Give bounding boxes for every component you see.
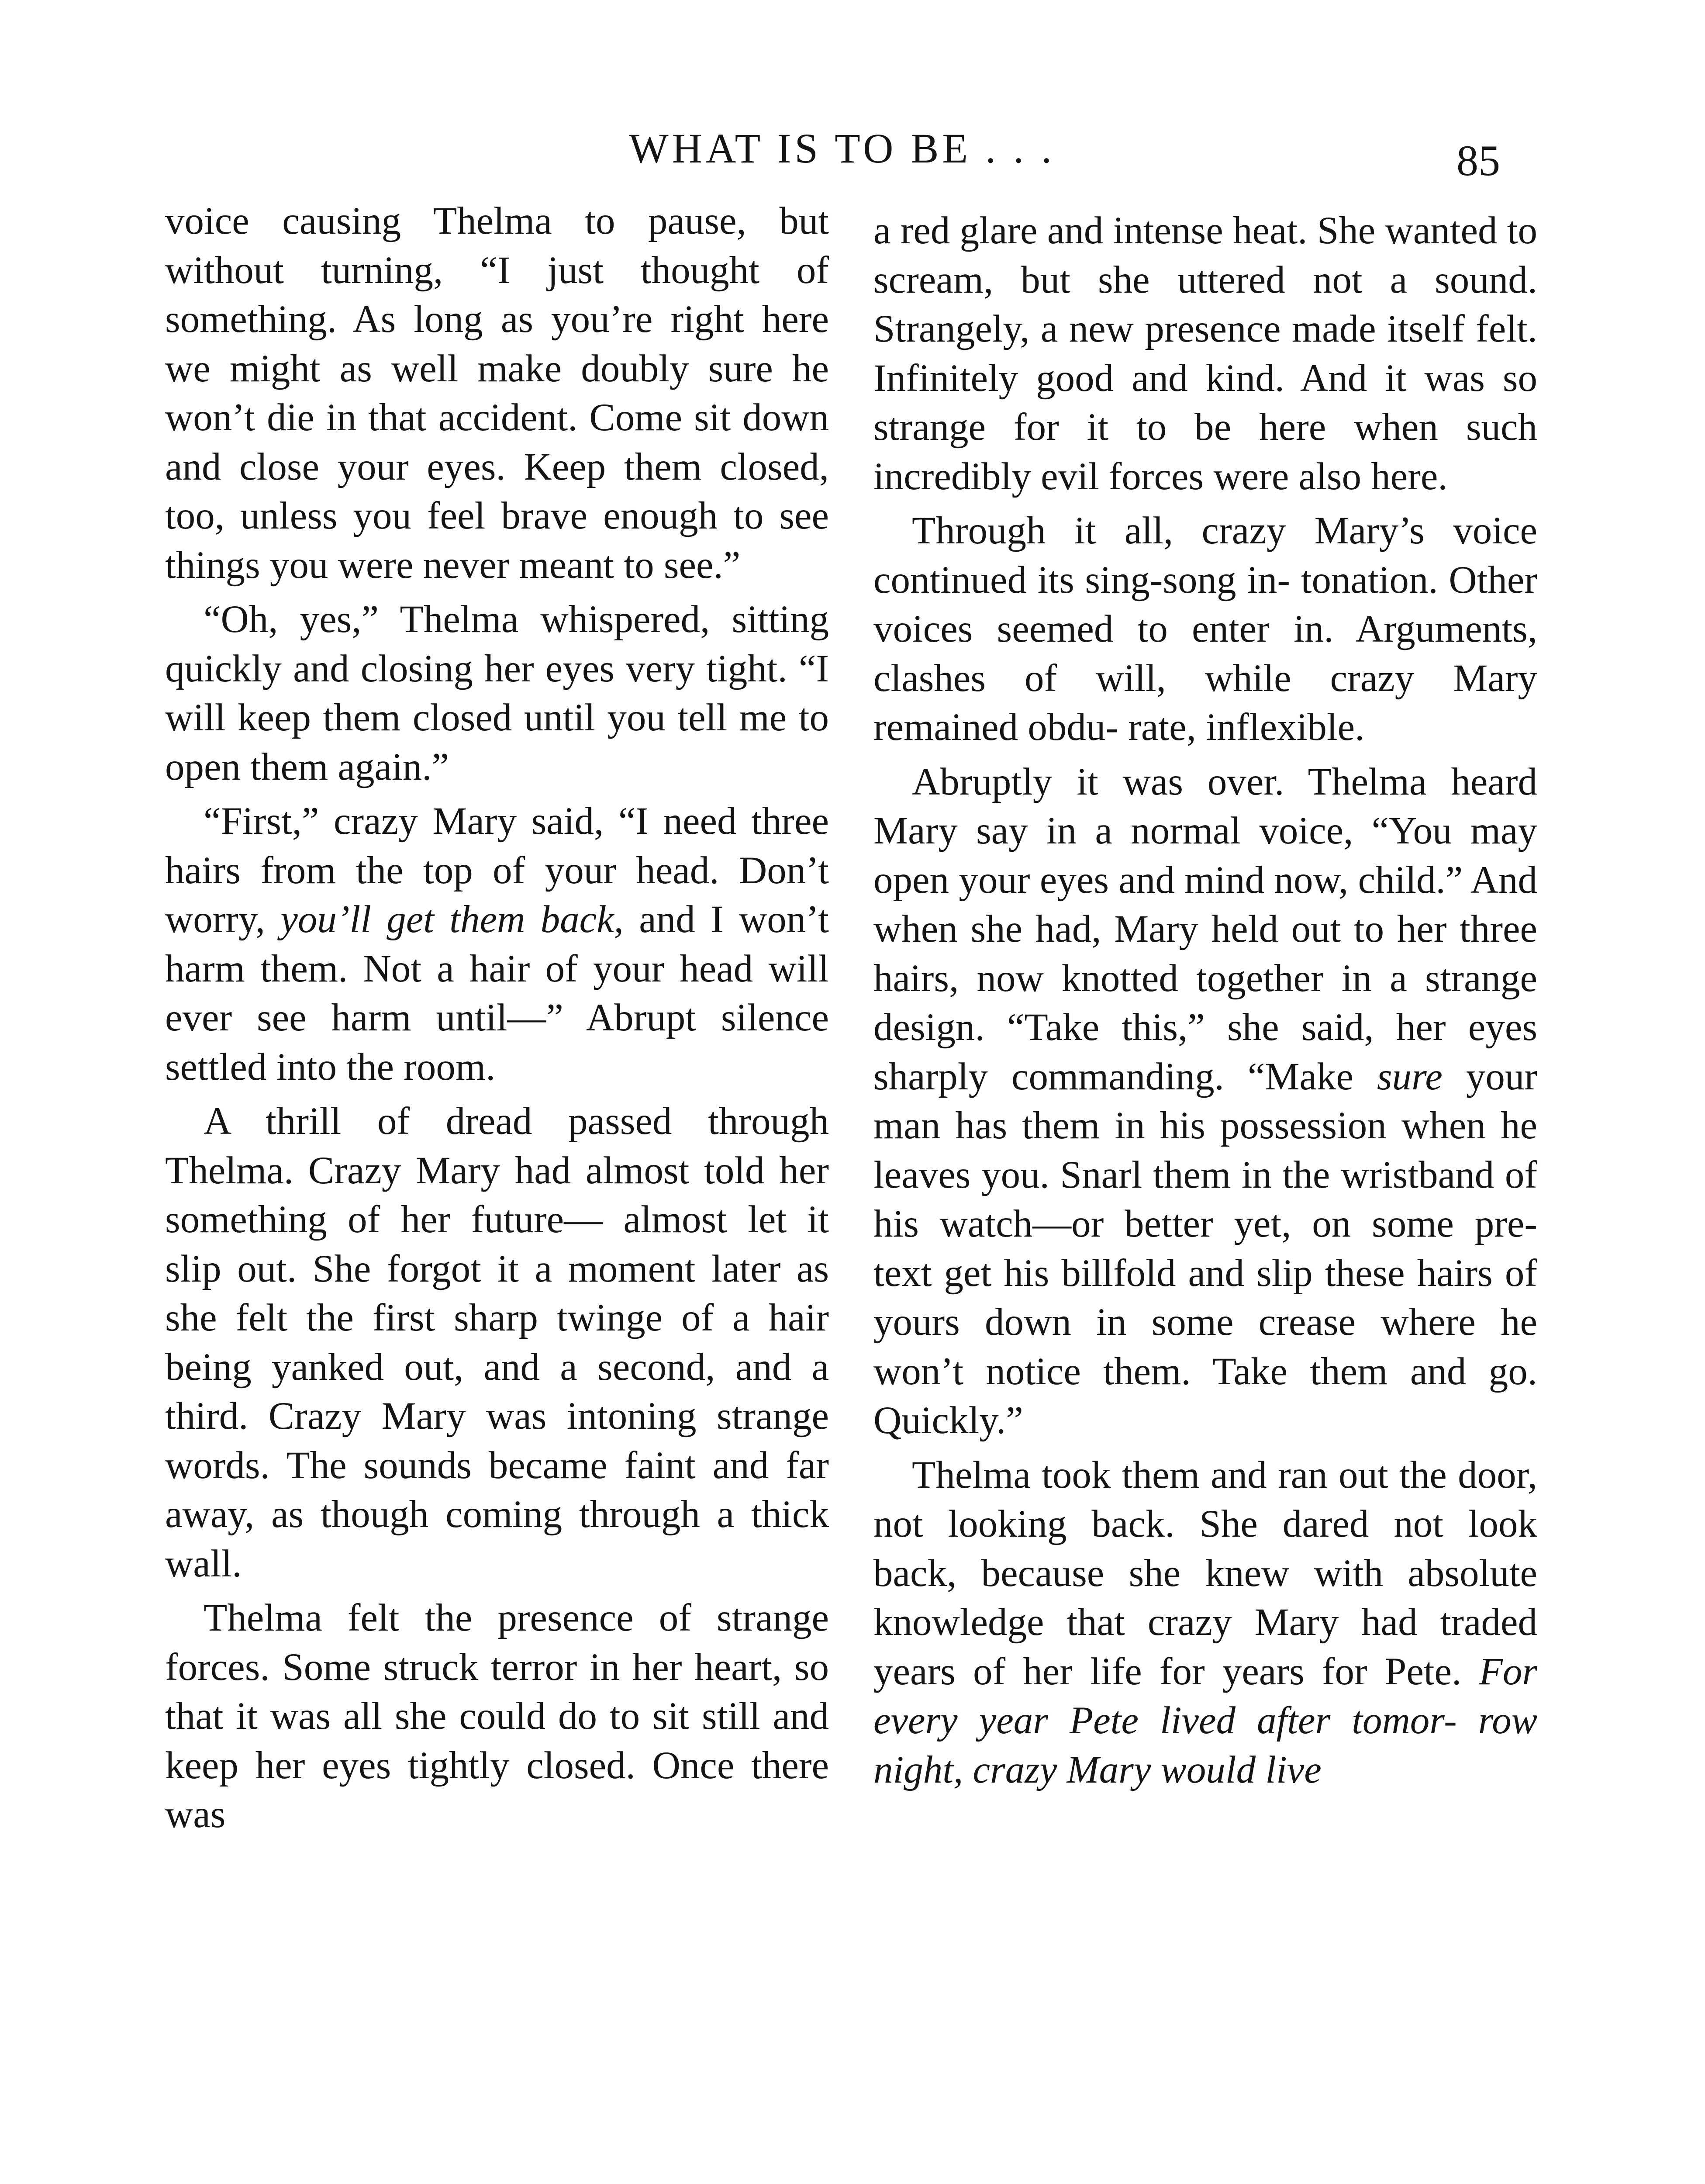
paragraph: Thelma felt the presence of strange forces. Some struck terror in her heart, so that it was all she could do to sit still and keep her eyes tightly closed. Once there was bbox=[165, 1597, 829, 1836]
paragraph: Through it all, crazy Mary’s voice continued its sing-song in- tonation. Other voices seemed to enter in. Arguments, clashes of will, while crazy Mary remained obdu- rate, inflexible. bbox=[873, 509, 1537, 749]
paragraph bbox=[165, 797, 829, 1092]
paragraph bbox=[873, 757, 1537, 1445]
italic-text: For every year Pete lived after tomor- row night, crazy Mary would live bbox=[873, 1650, 1537, 1791]
paragraph: a red glare and intense heat. She wanted to scream, but she uttered not a sound. Strangely, a new presence made itself felt. Infinitely good and kind. And it was so strange for it to be here when such incredibly evil forces were also here. bbox=[873, 209, 1537, 498]
italic-text: sure bbox=[1377, 1055, 1443, 1098]
left-column bbox=[165, 197, 829, 1845]
chapter-title: WHAT IS TO BE . . . bbox=[629, 125, 1056, 172]
text-run: and I won’t harm them. Not a hair of your head will ever see harm until—” Abrupt silence settled into the room. bbox=[165, 898, 829, 1089]
page-number: 85 bbox=[1456, 136, 1500, 185]
text-run: Abruptly it was over. Thelma heard Mary say in a normal voice, “You may open your eyes and mind now, child.” And when she had, Mary held out to her three hairs, now knotted together in a strange design. “Take this,” she said, her eyes sharply commanding. bbox=[873, 760, 1537, 1098]
text-run: your man has them in his possession when he leaves you. Snarl them in the wristband of his watch—or better yet, on some pre- text get his billfold and slip these hairs of yours down in some crease where he won’t notice them. Take them and go. Quickly.” bbox=[873, 1055, 1538, 1442]
italic-text: you’ll get them back, bbox=[280, 898, 624, 941]
running-head bbox=[0, 118, 1705, 185]
text-run: Thelma took them and ran out the door, not looking back. She dared not look back, because she knew with absolute knowledge that crazy Mary had traded years of her life for years for Pete. bbox=[873, 1453, 1537, 1693]
paragraph: “Oh, yes,” Thelma whispered, sitting quickly and closing her eyes very tight. “I will keep them closed until you tell me to open them again.” bbox=[165, 598, 829, 788]
text-run: “First,” crazy Mary said, “I need three hairs from the top of your head. Don’t worry, bbox=[165, 800, 829, 941]
paragraph: A thrill of dread passed through Thelma. Crazy Mary had almost told her something of her future— almost let it slip out. She forgot it a moment later as she felt the first sharp twinge of a hair being yanked out, and a second, and a third. Crazy Mary was intoning strange words. The sounds became faint and far away, as though coming through a thick wall. bbox=[165, 1100, 829, 1585]
right-column bbox=[873, 206, 1537, 1800]
paragraph bbox=[873, 1451, 1537, 1795]
text-run: “Make bbox=[1247, 1055, 1377, 1098]
paragraph: voice causing Thelma to pause, but without turning, “I just thought of something. As long as you’re right here we might as well make doubly sure he won’t die in that accident. Come sit down and close your eyes. Keep them closed, too, unless you feel brave enough to see things you were never meant to see.” bbox=[165, 200, 829, 587]
